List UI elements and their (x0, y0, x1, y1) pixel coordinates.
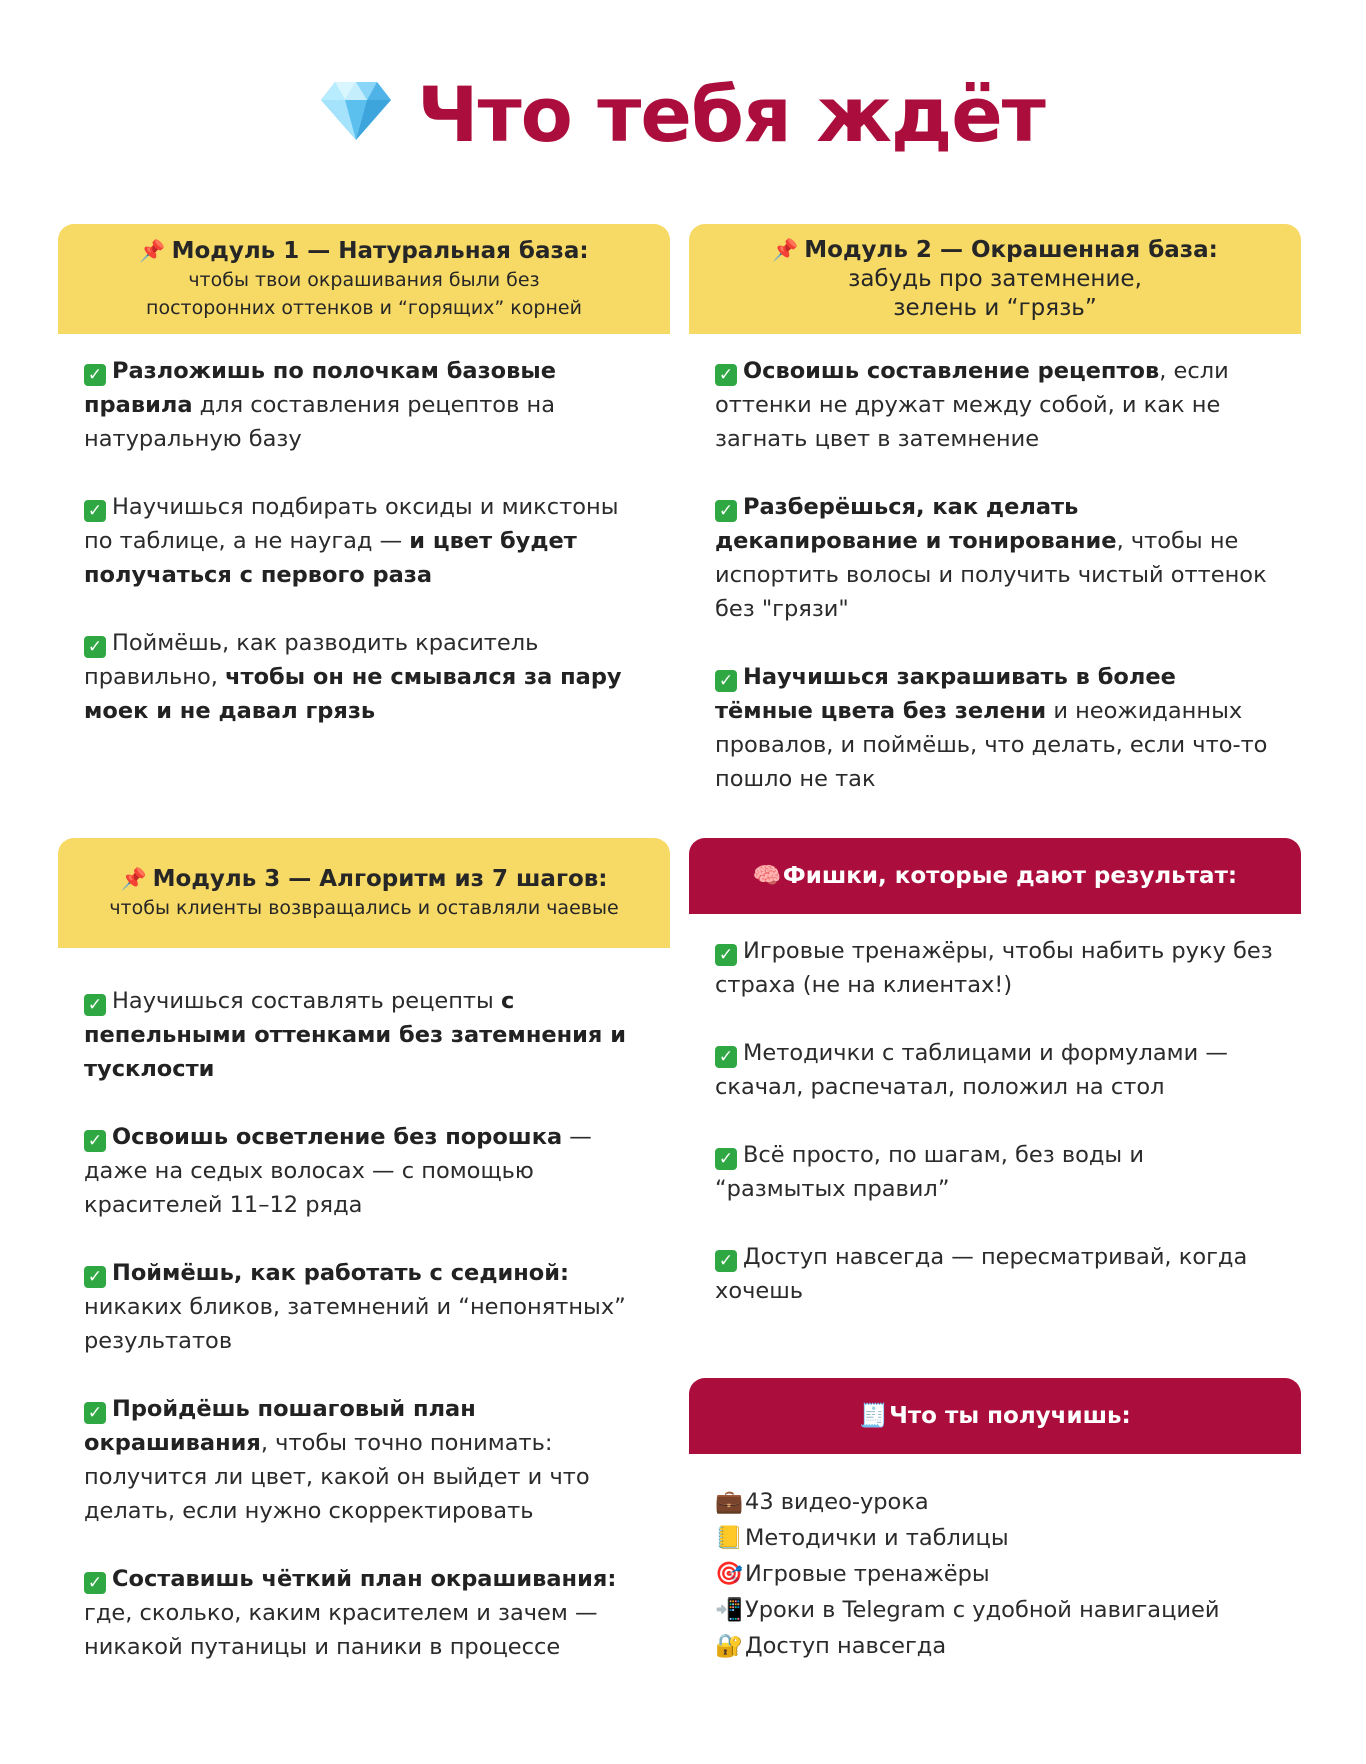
module-2-title: Модуль 2 — Окрашенная база: (804, 237, 1218, 263)
briefcase-icon: 💼 (715, 1489, 744, 1515)
lock-key-icon: 🔐 (715, 1633, 744, 1659)
list-item: ✓ Научишься закрашивать в более тёмные цвета без зелени и неожиданных провалов, и поймёшь, что делать, если что-то пошло не так (715, 664, 1268, 792)
receipt-icon: 🧾 (859, 1403, 888, 1429)
check-icon: ✓ (715, 670, 737, 692)
check-icon: ✓ (715, 364, 737, 386)
pushpin-icon: 📌 (772, 238, 799, 262)
check-icon: ✓ (715, 1250, 737, 1272)
brain-icon: 🧠 (752, 863, 782, 889)
module-3-header (58, 838, 670, 948)
list-item: 🎯Игровые тренажёры (715, 1556, 1275, 1592)
list-item: ✓ Поймёшь, как работать с сединой: никаких бликов, затемнений и “непонятных” результатов (84, 1260, 626, 1354)
list-item: 📒Методички и таблицы (715, 1520, 1275, 1556)
module-3-title: Модуль 3 — Алгоритм из 7 шагов: (152, 866, 608, 892)
module-2-header (689, 224, 1301, 334)
check-icon: ✓ (715, 500, 737, 522)
list-item: ✓ Разберёшься, как делать декапирование и тонирование, чтобы не испортить волосы и получить чистый оттенок без "грязи" (715, 494, 1267, 622)
page-title-row (0, 70, 1366, 165)
check-icon: ✓ (715, 944, 737, 966)
gem-icon (321, 69, 391, 159)
check-icon: ✓ (84, 500, 106, 522)
module-2-subtitle-2: зелень и “грязь” (893, 295, 1097, 321)
list-item: ✓ Всё просто, по шагам, без воды и “размытых правил” (715, 1142, 1144, 1202)
list-item: ✓ Освоишь осветление без порошка — даже на седых волосах — с помощью красителей 11–12 ряда (84, 1124, 592, 1218)
features-title: Фишки, которые дают результат: (782, 863, 1238, 889)
check-icon: ✓ (84, 364, 106, 386)
features-header (689, 838, 1301, 914)
list-item: ✓ Разложишь по полочкам базовые правила для составления рецептов на натуральную базу (84, 358, 556, 452)
list-item: ✓ Пройдёшь пошаговый план окрашивания, чтобы точно понимать: получится ли цвет, какой он выйдет и что делать, если нужно скорректировать (84, 1396, 590, 1524)
check-icon: ✓ (84, 994, 106, 1016)
module-3-card (58, 838, 670, 1698)
check-icon: ✓ (84, 1130, 106, 1152)
module-2-card (689, 224, 1301, 830)
list-item: ✓ Составишь чёткий план окрашивания: где, сколько, каким красителем и зачем — никакой путаницы и паники в процессе (84, 1566, 617, 1660)
phone-arrow-icon: 📲 (715, 1597, 744, 1623)
get-card (689, 1378, 1301, 1664)
list-item: ✓ Научишься подбирать оксиды и микстоны по таблице, а не наугад — и цвет будет получаться с первого раза (84, 494, 619, 588)
check-icon: ✓ (715, 1046, 737, 1068)
get-header (689, 1378, 1301, 1454)
list-item: ✓ Игровые тренажёры, чтобы набить руку без страха (не на клиентах!) (715, 938, 1273, 998)
pushpin-icon: 📌 (139, 239, 166, 263)
list-item: 🔐Доступ навсегда (715, 1628, 1275, 1664)
module-2-subtitle-1: забудь про затемнение, (848, 266, 1142, 292)
list-item: ✓ Освоишь составление рецептов, если оттенки не дружат между собой, и как не загнать цвет в затемнение (715, 358, 1229, 452)
module-1-subtitle-2: посторонних оттенков и “горящих” корней (146, 297, 582, 319)
target-icon: 🎯 (715, 1561, 744, 1587)
check-icon: ✓ (84, 1266, 106, 1288)
list-item: ✓ Методички с таблицами и формулами — скачал, распечатал, положил на стол (715, 1040, 1228, 1100)
page-title: Что тебя ждёт (417, 70, 1045, 159)
list-item: 📲Уроки в Telegram с удобной навигацией (715, 1592, 1275, 1628)
check-icon: ✓ (84, 636, 106, 658)
notepad-icon: 📒 (715, 1525, 744, 1551)
list-item: ✓ Поймёшь, как разводить краситель правильно, чтобы он не смывался за пару моек и не давал грязь (84, 630, 622, 724)
module-1-card (58, 224, 670, 762)
features-card (689, 838, 1301, 1342)
module-1-subtitle-1: чтобы твои окрашивания были без (188, 269, 540, 291)
list-item: ✓ Доступ навсегда — пересматривай, когда хочешь (715, 1244, 1248, 1304)
check-icon: ✓ (84, 1572, 106, 1594)
module-1-header (58, 224, 670, 334)
list-item: ✓ Научишься составлять рецепты с пепельными оттенками без затемнения и тусклости (84, 988, 626, 1082)
list-item: 💼43 видео-урока (715, 1484, 1275, 1520)
get-title: Что ты получишь: (889, 1403, 1131, 1429)
check-icon: ✓ (84, 1402, 106, 1424)
pushpin-icon: 📌 (120, 867, 147, 891)
module-3-subtitle: чтобы клиенты возвращались и оставляли чаевые (109, 897, 619, 919)
module-1-title: Модуль 1 — Натуральная база: (171, 238, 589, 264)
check-icon: ✓ (715, 1148, 737, 1170)
